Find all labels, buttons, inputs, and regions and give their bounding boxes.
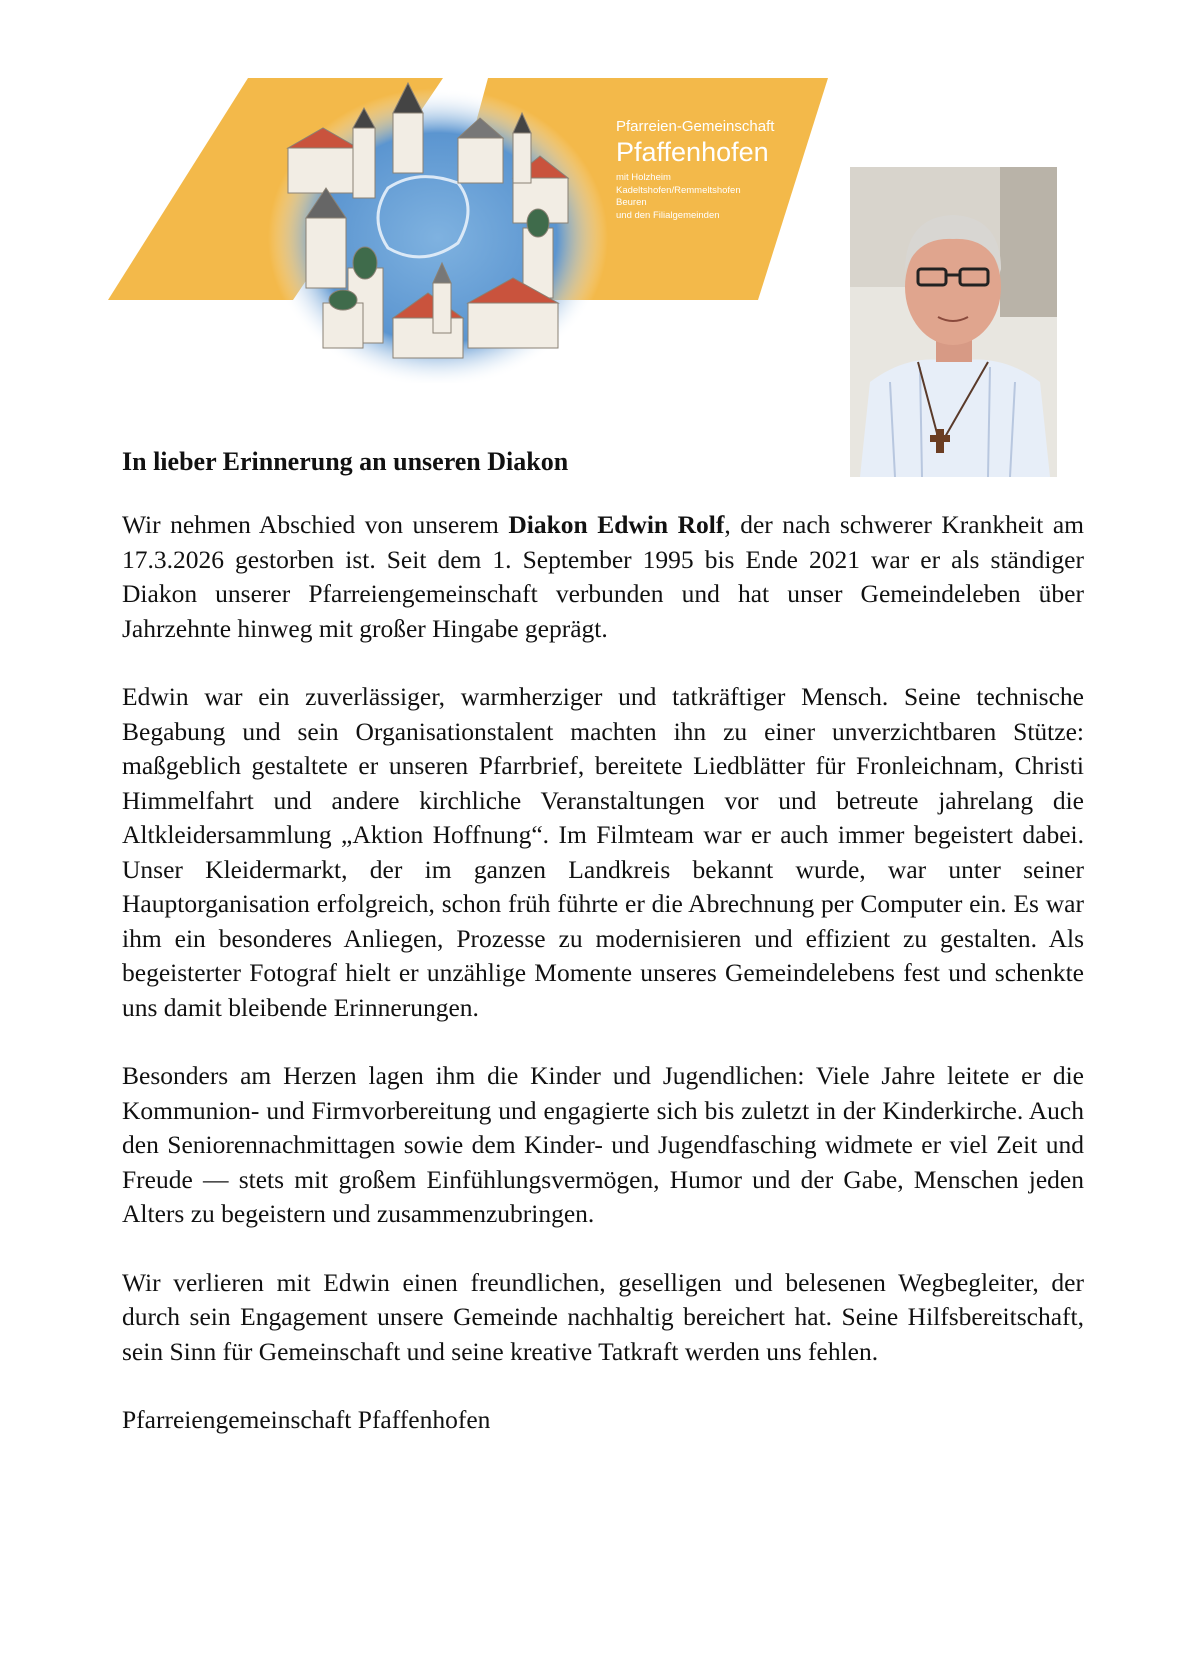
paragraph-text: Wir nehmen Abschied von unserem xyxy=(122,510,509,539)
logo-town: Pfaffenhofen xyxy=(616,137,769,167)
logo-line: und den Filialgemeinden xyxy=(616,209,720,221)
portrait-photo xyxy=(850,167,1057,477)
parish-logo xyxy=(108,78,828,383)
deacon-name: Diakon Edwin Rolf xyxy=(508,510,725,539)
logo-text xyxy=(616,118,774,222)
paragraph xyxy=(122,508,1084,646)
portrait-icon xyxy=(850,167,1057,477)
paragraph: Wir verlieren mit Edwin einen freundlichen, geselligen und belesenen Wegbegleiter, der durch sein Engagement unsere Gemeinde nachhaltig bereichert hat. Seine Hilfsbereitschaft, sein Sinn für Gemeinschaft und seine kreative Tatkraft werden uns fehlen. xyxy=(122,1267,1084,1366)
logo-line: Beuren xyxy=(616,197,647,208)
paragraph: Besonders am Herzen lagen ihm die Kinder und Jugendlichen: Viele Jahre leitete er die Kommunion- und Firmvorbereitung und engagierte sich bis zuletzt in der Kinderkirche. Auch den Seniorennachmittagen sowie dem Kinder- und Jugendfasching widmete er viel Zeit und Freude — stets mit großem Einfühlungsvermögen, Humor und der Gabe, Menschen jeden Alters zu begeistern und zusammenzubringen. xyxy=(122,1061,1084,1228)
logo-line: Kadeltshofen/Remmeltshofen xyxy=(616,184,741,196)
church-icon xyxy=(523,209,553,298)
paragraph: Edwin war ein zuverlässiger, warmherziger und tatkräftiger Mensch. Seine technische Begabung und sein Organisationstalent machten ihn zu einer unverzichtbaren Stütze: maßgeblich gestaltete er unseren Pfarrbrief, bereitete Liedblätter für Fronleichnam, Christi Himmelfahrt und andere kirchliche Veranstaltungen vor und betreute jahrelang die Altkleidersammlung „Aktion Hoffnung“. Im Filmteam war er auch immer begeistert dabei. Unser Kleidermarkt, der im ganzen Landkreis bekannt wurde, war unter seiner Hauptorganisation erfolgreich, schon früh führte er die Abrechnung per Computer ein. Es war ihm ein besonderes Anliegen, Prozesse zu modernisieren und effizient zu gestalten. Als begeisterter Fotograf hielt er unzählige Momente unseres Gemeindelebens fest und schenkte uns damit bleibende Erinnerungen. xyxy=(122,682,1084,1022)
logo-line: mit Holzheim xyxy=(616,172,671,183)
logo-subtitle xyxy=(616,172,774,222)
obituary-text xyxy=(122,508,1084,1472)
paragraph-text: , der nach schwerer Krankheit am 17.3.2026 gestorben ist. Seit dem 1. September 1995 bis Ende 2021 war er als ständiger Diakon unserer Pfarreiengemeinschaft verbunden und hat unser Gemeindeleben über Jahrzehnte hinweg mit großer Hingabe geprägt. xyxy=(122,510,1085,643)
signature: Pfarreiengemeinschaft Pfaffenhofen xyxy=(122,1405,491,1434)
page-title: In lieber Erinnerung an unseren Diakon xyxy=(122,447,569,476)
logo-org: Pfarreien-Gemeinschaft xyxy=(616,118,775,135)
